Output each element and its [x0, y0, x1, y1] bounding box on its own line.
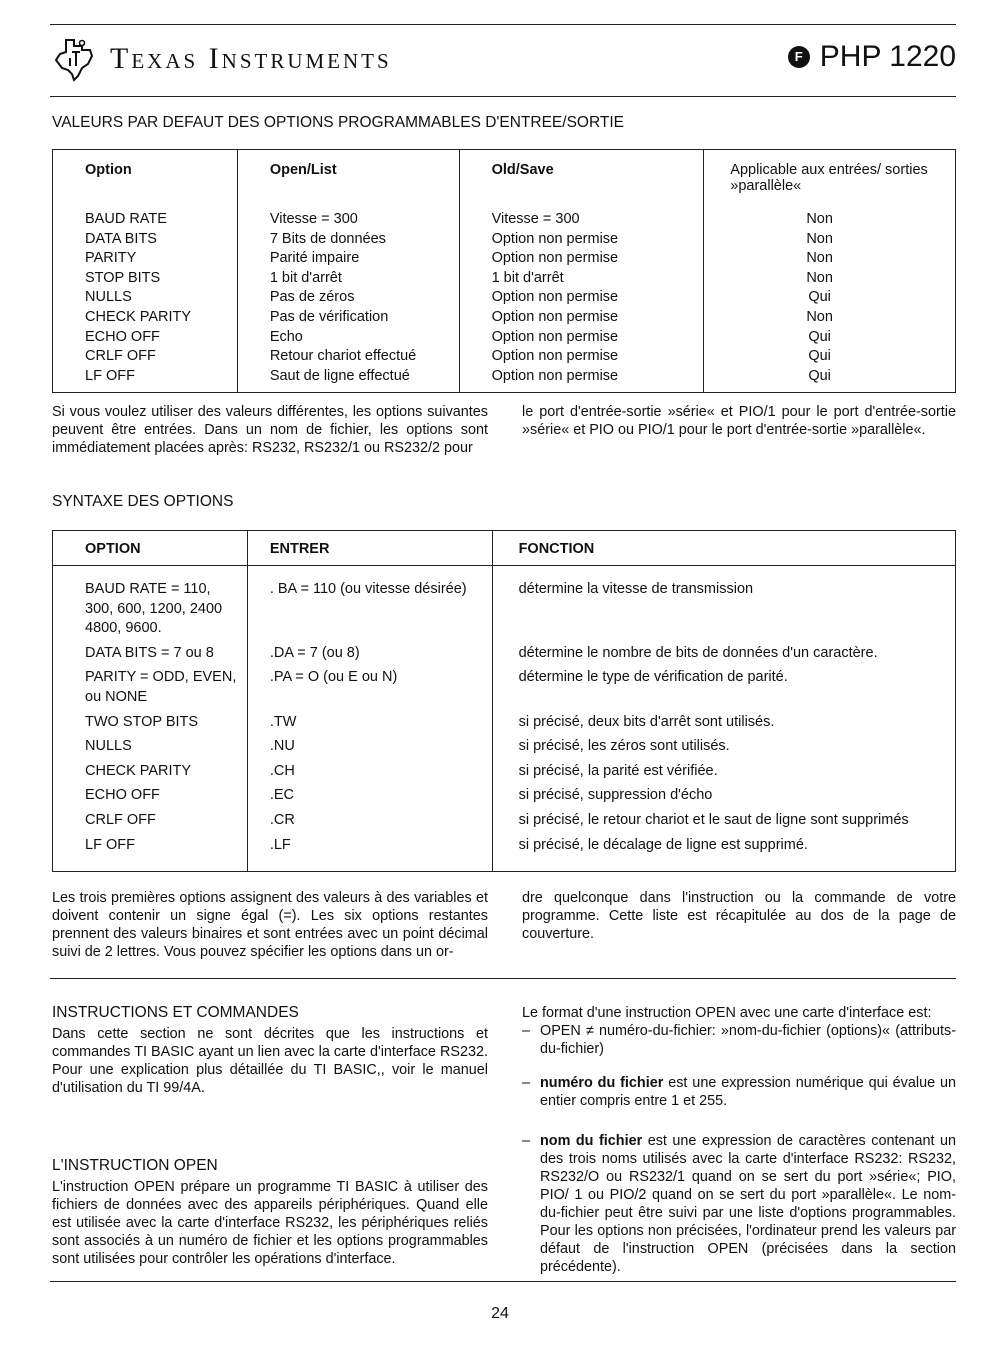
table-row — [53, 836, 956, 872]
table-cell: .PA = O (ou E ou N) — [247, 668, 492, 712]
page-header — [52, 36, 956, 86]
table-row — [53, 737, 956, 762]
table-cell: Option non permise — [459, 328, 704, 348]
table-cell: si précisé, suppression d'écho — [492, 786, 955, 811]
table-cell: BAUD RATE = 110, 300, 600, 1200, 2400 4800, 9600. — [85, 581, 223, 637]
syntax-table — [52, 530, 956, 872]
table-cell: DATA BITS = 7 ou 8 — [85, 644, 214, 661]
table-cell: .TW — [247, 713, 492, 738]
table-cell: LF OFF — [85, 367, 135, 384]
item1-term: numéro du fichier — [540, 1075, 664, 1091]
table-cell: détermine le type de vérification de parité. — [492, 668, 955, 712]
table-cell: TWO STOP BITS — [85, 713, 199, 730]
item2-text: est une expression de caractères contenant un des trois noms utilisés avec la carte d'interface RS232: RS232, RS232/O ou RS232/1 quand on se sert du port »série«; PIO, PIO/ 1 ou PIO/2 quand on se sert du port »parallèle«. Le nom-du-fichier peut être suivi par une liste d'options programmables. Pour les options non précisées, l'ordinateur prend les valeurs par défaut de l'instruction OPEN (précisées dans la section précédente). — [540, 1133, 957, 1275]
table-cell: DATA BITS — [85, 230, 157, 247]
para2-right: dre quelconque dans l'instruction ou la commande de votre programme. Cette liste est récapitulée au dos de la page de couverture. — [522, 890, 956, 942]
table-cell: CHECK PARITY — [85, 762, 192, 779]
open-text: L'instruction OPEN prépare un programme TI BASIC à utiliser des fichiers de données avec des appareils périphériques. Quand elle est utilisée avec la carte d'interface RS232, les périphériques reliés sont associés à un numéro de fichier et les options programmables sont utilisées pour contrôler les opérations d'interface. — [52, 1179, 488, 1267]
defaults-header-row — [53, 150, 956, 211]
table-cell: Option non permise — [459, 288, 704, 308]
table-cell: Pas de zéros — [237, 288, 459, 308]
open-title: L'INSTRUCTION OPEN — [52, 1157, 218, 1174]
table-cell: Parité impaire — [237, 249, 459, 269]
table-cell: Qui — [704, 367, 956, 393]
para2-left: Les trois premières options assignent des valeurs à des variables et doivent contenir un signe égal (=). Les six options restantes prennent des valeurs binaires et sont entrées avec un point décimal suivi de 2 lettres. Vous pouvez spécifier les options dans un or- — [52, 890, 488, 960]
table-cell: si précisé, les zéros sont utilisés. — [492, 737, 955, 762]
table-cell: détermine la vitesse de transmission — [492, 566, 955, 644]
table-row — [53, 713, 956, 738]
table-cell: si précisé, la parité est vérifiée. — [492, 762, 955, 787]
table-row — [53, 210, 956, 230]
model-number: PHP 1220 — [819, 40, 956, 73]
table-cell: .EC — [247, 786, 492, 811]
table-cell: Option non permise — [459, 347, 704, 367]
table-row — [53, 762, 956, 787]
table-cell: .LF — [247, 836, 492, 872]
table-cell: Non — [704, 269, 956, 289]
table-row — [53, 644, 956, 669]
para1-left: Si vous voulez utiliser des valeurs différentes, les options suivantes peuvent être entrées. Dans un nom de fichier, les options sont immédiatement placées après: RS232, RS232/1 ou RS232/2 pour — [52, 404, 488, 456]
syntax-col-option: OPTION — [53, 531, 248, 566]
format-syntax-item — [522, 1022, 956, 1058]
table-cell: 1 bit d'arrêt — [459, 269, 704, 289]
defaults-table — [52, 149, 956, 393]
language-badge: F — [788, 46, 810, 68]
instructions-text: Dans cette section ne sont décrites que les instructions et commandes TI BASIC ayant un lien avec la carte d'interface RS232. Pour une explication plus détaillée du TI BASIC,, voir le manuel d'utilisation du TI 99/4A. — [52, 1026, 488, 1096]
table-cell: BAUD RATE — [85, 211, 167, 227]
table-cell: Qui — [704, 288, 956, 308]
table-row — [53, 811, 956, 836]
table-cell: STOP BITS — [85, 269, 161, 286]
table-cell: Option non permise — [459, 230, 704, 250]
table-row — [53, 308, 956, 328]
table-row — [53, 230, 956, 250]
syntax-col-fonction: FONCTION — [492, 531, 955, 566]
table-cell: .NU — [247, 737, 492, 762]
table-row — [53, 668, 956, 712]
table-cell: Echo — [237, 328, 459, 348]
top-rule — [50, 24, 956, 25]
item2-term: nom du fichier — [540, 1133, 643, 1149]
para1-right: le port d'entrée-sortie »série« et PIO/1 pour le port d'entrée-sortie »série« et PIO ou PIO/1 pour le port d'entrée-sortie »parallèle«. — [522, 404, 956, 438]
table-cell: ECHO OFF — [85, 328, 160, 345]
item1-text: est une expression numérique qui évalue un entier compris entre 1 et 255. — [540, 1075, 956, 1109]
table-row — [53, 328, 956, 348]
format-syntax: OPEN ≠ numéro-du-fichier: »nom-du-fichier (options)« (attributs-du-fichier) — [540, 1023, 956, 1057]
syntax-title: SYNTAXE DES OPTIONS — [52, 493, 234, 510]
table-row — [53, 269, 956, 289]
table-cell: Non — [704, 210, 956, 230]
table-row — [53, 367, 956, 393]
table-cell: 7 Bits de données — [237, 230, 459, 250]
table-cell: Non — [704, 308, 956, 328]
ti-logo-icon — [52, 36, 96, 82]
page-number: 24 — [491, 1305, 509, 1322]
syntax-header-row — [53, 531, 956, 566]
brand-name: Texas Instruments — [110, 42, 392, 75]
defaults-title: VALEURS PAR DEFAUT DES OPTIONS PROGRAMMABLES D'ENTREE/SORTIE — [52, 114, 624, 131]
table-cell: Retour chariot effectué — [237, 347, 459, 367]
defaults-col-open-list: Open/List — [237, 150, 459, 211]
table-cell: Non — [704, 230, 956, 250]
defaults-col-applicable: Applicable aux entrées/ sorties »parallèle« — [704, 150, 956, 211]
table-cell: Qui — [704, 347, 956, 367]
table-cell: si précisé, le décalage de ligne est supprimé. — [492, 836, 955, 872]
table-cell: Option non permise — [459, 367, 704, 393]
table-cell: si précisé, le retour chariot et le saut de ligne sont supprimés — [492, 811, 955, 836]
bottom-rule — [50, 1281, 956, 1282]
table-cell: CRLF OFF — [85, 348, 156, 365]
table-cell: si précisé, deux bits d'arrêt sont utilisés. — [492, 713, 955, 738]
syntax-col-entrer: ENTRER — [247, 531, 492, 566]
defaults-col-option: Option — [85, 162, 132, 178]
table-cell: Vitesse = 300 — [459, 210, 704, 230]
instructions-title: INSTRUCTIONS ET COMMANDES — [52, 1004, 299, 1021]
table-cell: Option non permise — [459, 249, 704, 269]
dash-marker: – — [522, 1075, 531, 1091]
table-cell: Qui — [704, 328, 956, 348]
format-item-nom — [522, 1132, 956, 1276]
model-label — [788, 40, 956, 74]
table-cell: 1 bit d'arrêt — [237, 269, 459, 289]
table-cell: .CR — [247, 811, 492, 836]
table-cell: PARITY = ODD, EVEN, ou NONE — [85, 669, 237, 705]
table-cell: PARITY — [85, 250, 137, 267]
table-cell: NULLS — [85, 738, 132, 755]
table-cell: ECHO OFF — [85, 787, 160, 804]
table-cell: NULLS — [85, 289, 132, 306]
defaults-col-old-save: Old/Save — [459, 150, 704, 211]
header-rule — [50, 96, 956, 97]
table-cell: LF OFF — [85, 836, 135, 853]
dash-marker: – — [522, 1023, 531, 1039]
table-row — [53, 288, 956, 308]
table-cell: .CH — [247, 762, 492, 787]
mid-rule — [50, 978, 956, 979]
table-cell: CHECK PARITY — [85, 308, 192, 325]
table-cell: Saut de ligne effectué — [237, 367, 459, 393]
table-cell: Pas de vérification — [237, 308, 459, 328]
table-row — [53, 347, 956, 367]
table-cell: . BA = 110 (ou vitesse désirée) — [247, 566, 492, 644]
table-cell: détermine le nombre de bits de données d'un caractère. — [492, 644, 955, 669]
format-column — [522, 1004, 956, 1276]
table-cell: Non — [704, 249, 956, 269]
format-item-numero — [522, 1074, 956, 1110]
table-row — [53, 249, 956, 269]
table-row — [53, 566, 956, 644]
table-cell: Vitesse = 300 — [237, 210, 459, 230]
table-row — [53, 786, 956, 811]
table-cell: CRLF OFF — [85, 811, 156, 828]
table-cell: Option non permise — [459, 308, 704, 328]
dash-marker: – — [522, 1133, 531, 1149]
format-intro: Le format d'une instruction OPEN avec une carte d'interface est: — [522, 1005, 932, 1021]
table-cell: .DA = 7 (ou 8) — [247, 644, 492, 669]
